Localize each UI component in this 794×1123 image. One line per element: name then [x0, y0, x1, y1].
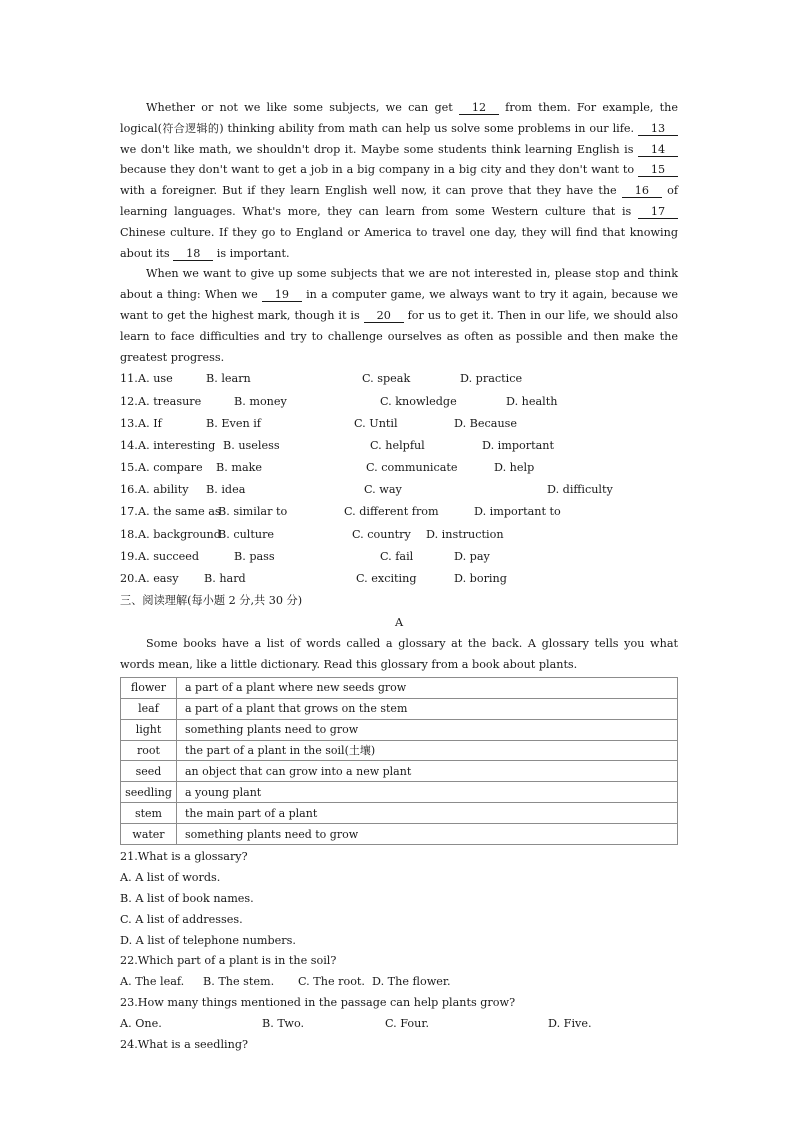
- option-b[interactable]: B. money: [234, 394, 287, 408]
- question-number: 11.: [120, 372, 138, 386]
- option-b[interactable]: B. The stem.: [203, 975, 275, 989]
- option-d[interactable]: D. important: [482, 438, 554, 452]
- glossary-term: seed: [121, 761, 177, 782]
- option-a[interactable]: A. use: [138, 372, 173, 386]
- option-c[interactable]: C. Four.: [385, 1017, 430, 1031]
- option-row-20: [120, 568, 678, 590]
- option-c[interactable]: C. speak: [362, 372, 411, 386]
- option-row-15: [120, 457, 678, 479]
- option-d[interactable]: D. boring: [454, 572, 507, 586]
- blank-14[interactable]: 14: [638, 143, 678, 157]
- option-c[interactable]: C. way: [364, 483, 402, 497]
- text: of learning languages. What's more, they can learn from some Western culture that is: [120, 184, 679, 218]
- blank-20[interactable]: 20: [364, 309, 404, 323]
- text: for us to get it. Then in our life, we should also learn to face difficulties and try to challenge ourselves as often as possible and then make the greatest progress.: [120, 308, 678, 364]
- option-c[interactable]: C. exciting: [356, 572, 417, 586]
- question-number: 13.: [120, 416, 138, 430]
- table-row: [121, 824, 678, 845]
- text: ) thinking ability from math can help us solve some problems in our life.: [219, 121, 635, 135]
- question-number: 18.: [120, 527, 138, 541]
- question-number: 20.: [120, 572, 138, 586]
- table-row: [121, 740, 678, 761]
- passage-label: A: [394, 616, 404, 630]
- text: When we want to give up some subjects that we are not interested in, please stop and think about a thing: When we: [120, 267, 678, 302]
- question-23-stem: 23.How many things mentioned in the passage can help plants grow?: [120, 996, 516, 1010]
- option-a[interactable]: A. succeed: [138, 549, 200, 563]
- question-number: 16.: [120, 483, 138, 497]
- option-b[interactable]: B. pass: [234, 549, 275, 563]
- option-a[interactable]: A. If: [138, 416, 162, 430]
- option-a[interactable]: A. interesting: [138, 438, 216, 452]
- question-number: 12.: [120, 394, 138, 408]
- option-d[interactable]: D. instruction: [426, 527, 504, 541]
- option-b[interactable]: B. Even if: [206, 416, 261, 430]
- glossary-term: flower: [121, 677, 177, 698]
- option-a[interactable]: A. compare: [138, 461, 203, 475]
- glossary-term: water: [121, 824, 177, 845]
- option-b[interactable]: B. hard: [204, 572, 246, 586]
- option-a[interactable]: A. treasure: [138, 394, 202, 408]
- option-b[interactable]: B. similar to: [218, 505, 288, 519]
- glossary-table: [120, 677, 678, 845]
- option-row-14: [120, 435, 678, 457]
- option-a[interactable]: A. One.: [120, 1017, 162, 1031]
- glossary-definition: an object that can grow into a new plant: [177, 761, 678, 782]
- glossary-definition: a part of a plant that grows on the stem: [177, 698, 678, 719]
- blank-15[interactable]: 15: [638, 163, 678, 177]
- question-23-options: [120, 1014, 678, 1035]
- text: we don't like math, we shouldn't drop it. Maybe some students think learning English is: [120, 142, 634, 156]
- question-22-options: [120, 972, 678, 993]
- option-row-16: [120, 479, 678, 501]
- option-d[interactable]: D. Because: [454, 416, 518, 430]
- text: Whether or not we like some subjects, we can get: [146, 101, 453, 114]
- option-b[interactable]: B. idea: [206, 483, 246, 497]
- table-row: [121, 761, 678, 782]
- option-d[interactable]: D. practice: [460, 372, 523, 386]
- text: because they don't want to get a job in a big company in a big city and they don't want to: [120, 163, 635, 177]
- option-c[interactable]: C. A list of addresses.: [120, 912, 243, 926]
- option-a[interactable]: A. easy: [138, 572, 179, 586]
- passage-intro: [120, 634, 678, 676]
- section-heading: 三、阅读理解(每小题 2 分,共 30 分): [120, 594, 303, 608]
- blank-12[interactable]: 12: [459, 101, 499, 115]
- glossary-term: leaf: [121, 698, 177, 719]
- option-b[interactable]: B. learn: [206, 372, 251, 386]
- option-c[interactable]: C. helpful: [370, 438, 425, 452]
- text: is important.: [216, 246, 290, 260]
- option-c[interactable]: C. Until: [354, 416, 398, 430]
- text: in a computer game, we always want to try it again, because we want to get the highest mark, though it is: [120, 288, 679, 322]
- question-number: 19.: [120, 549, 138, 563]
- text: from them. For example, the logical(: [120, 101, 679, 135]
- option-row-11: [120, 368, 678, 390]
- option-d[interactable]: D. health: [506, 394, 558, 408]
- cloze-options: [120, 368, 678, 590]
- text: Some books have a list of words called a glossary at the back. A glossary tells you what words mean, like a little dictionary. Read this glossary from a book about plants.: [120, 637, 678, 672]
- table-row: [121, 677, 678, 698]
- option-b[interactable]: B. A list of book names.: [120, 891, 254, 905]
- blank-18[interactable]: 18: [173, 247, 213, 261]
- option-d[interactable]: D. pay: [454, 549, 490, 563]
- table-row: [121, 803, 678, 824]
- option-b[interactable]: B. useless: [223, 438, 280, 452]
- option-b[interactable]: B. Two.: [262, 1017, 305, 1031]
- glossary-definition: the main part of a plant: [177, 803, 678, 824]
- blank-17[interactable]: 17: [638, 205, 678, 219]
- table-row: [121, 782, 678, 803]
- glossary-term: seedling: [121, 782, 177, 803]
- reading-questions: [120, 847, 678, 1056]
- option-a[interactable]: A. the same as: [138, 505, 221, 519]
- cloze-paragraph-1: [120, 98, 678, 264]
- glossary-definition: a part of a plant where new seeds grow: [177, 677, 678, 698]
- blank-16[interactable]: 16: [622, 184, 662, 198]
- option-c[interactable]: C. different from: [344, 505, 439, 519]
- option-c[interactable]: C. communicate: [366, 461, 458, 475]
- glossary-term: stem: [121, 803, 177, 824]
- option-c[interactable]: C. fail: [380, 549, 414, 563]
- question-number: 14.: [120, 438, 138, 452]
- question-24-stem: 24.What is a seedling?: [120, 1037, 248, 1051]
- glossary-term: light: [121, 719, 177, 740]
- option-a[interactable]: A. The leaf.: [120, 975, 185, 989]
- option-b[interactable]: B. culture: [218, 527, 275, 541]
- text: Chinese culture. If they go to England or America to travel one day, they will find that knowing about its: [120, 225, 678, 260]
- option-row-19: [120, 546, 678, 568]
- exam-page: [120, 98, 678, 1056]
- option-a[interactable]: A. A list of words.: [120, 870, 221, 884]
- table-row: [121, 698, 678, 719]
- blank-13[interactable]: 13: [638, 122, 678, 136]
- option-d[interactable]: D. help: [494, 461, 535, 475]
- question-number: 17.: [120, 505, 138, 519]
- option-d[interactable]: D. The flower.: [372, 975, 451, 989]
- option-c[interactable]: C. The root.: [298, 975, 365, 989]
- chinese-gloss: 符合逻辑的: [161, 121, 220, 135]
- option-c[interactable]: C. knowledge: [380, 394, 457, 408]
- option-row-17: [120, 501, 678, 523]
- question-22-stem: 22.Which part of a plant is in the soil?: [120, 954, 337, 968]
- glossary-definition: a young plant: [177, 782, 678, 803]
- option-a[interactable]: A. background: [138, 527, 221, 541]
- question-21-stem: 21.What is a glossary?: [120, 849, 248, 863]
- glossary-definition: something plants need to grow: [177, 719, 678, 740]
- text: with a foreigner. But if they learn English well now, it can prove that they have the: [120, 184, 617, 198]
- glossary-definition: something plants need to grow: [177, 824, 678, 845]
- option-row-12: [120, 391, 678, 413]
- option-d[interactable]: D. A list of telephone numbers.: [120, 933, 296, 947]
- option-d[interactable]: D. Five.: [548, 1017, 592, 1031]
- blank-19[interactable]: 19: [262, 288, 302, 302]
- option-row-13: [120, 413, 678, 435]
- option-a[interactable]: A. ability: [138, 483, 189, 497]
- table-row: [121, 719, 678, 740]
- option-c[interactable]: C. country: [352, 527, 411, 541]
- option-d[interactable]: D. difficulty: [547, 483, 613, 497]
- option-row-18: [120, 524, 678, 546]
- glossary-definition: the part of a plant in the soil(土壤): [177, 740, 678, 761]
- glossary-term: root: [121, 740, 177, 761]
- question-number: 15.: [120, 461, 138, 475]
- option-d[interactable]: D. important to: [474, 505, 561, 519]
- option-b[interactable]: B. make: [216, 461, 263, 475]
- cloze-paragraph-2: [120, 264, 678, 368]
